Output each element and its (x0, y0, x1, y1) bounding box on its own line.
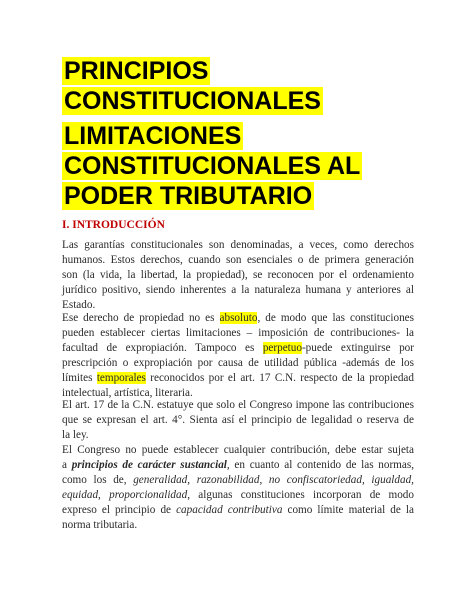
italic-text: generalidad, razonabilidad, no confiscatoriedad, igualdad, (133, 474, 414, 486)
text-run: expreso el principio de (62, 504, 177, 516)
text-run: -puede extinguirse por (301, 342, 414, 354)
text-line: son (la vida, la libertad, la propiedad), se reconocen por el ordenamiento (62, 269, 414, 281)
text-run: , en cuanto al contenido de las normas, (226, 459, 414, 471)
text-line: pueden establecer ciertas limitaciones – imposición de contribuciones- la (62, 327, 414, 339)
italic-text: capacidad contributiva (176, 504, 283, 516)
paragraph-1 (62, 238, 414, 313)
text-line: la ley. (62, 429, 89, 441)
text-line: Estado. (62, 299, 96, 311)
text-run: reconocidos por el art. 17 C.N. respecto de la propiedad (145, 372, 414, 384)
text-line (62, 503, 414, 518)
emphasis-text: principios de carácter sustancial (71, 459, 227, 471)
sub-heading (62, 121, 362, 211)
heading-line: PRINCIPIOS (64, 57, 209, 85)
heading-line: LIMITACIONES (64, 122, 242, 150)
text-line (62, 488, 414, 503)
text-line: norma tributaria. (62, 519, 138, 531)
highlighted-word: absoluto (219, 312, 258, 324)
main-heading (62, 56, 323, 116)
text-run: a (62, 459, 72, 471)
italic-text: equidad, proporcionalidad (62, 489, 188, 501)
text-line (62, 341, 414, 356)
text-line: que se expresan el art. 4°. Sienta así el principio de legalidad o reserva de (62, 414, 414, 426)
text-run: límites (62, 372, 97, 384)
heading-line: CONSTITUCIONALES AL (64, 152, 361, 180)
paragraph-3 (62, 398, 414, 443)
text-run: como los de, (62, 474, 134, 486)
text-line: prescripción o expropiación por causa de utilidad pública -además de los (62, 357, 414, 369)
text-run: como límite material de la (282, 504, 414, 516)
text-line: intelectual, artística, literaria. (62, 387, 193, 399)
text-line (62, 458, 414, 473)
text-run: , algunas constituciones incorporan de modo (187, 489, 414, 501)
text-line (62, 371, 414, 386)
text-run: , de modo que las constituciones (257, 312, 414, 324)
paragraph-4 (62, 443, 414, 533)
highlighted-word: temporales (96, 372, 146, 384)
text-line: Las garantías constitucionales son denominadas, a veces, como derechos (62, 239, 414, 251)
text-run: facultad de expropiación. Tampoco es (62, 342, 263, 354)
section-title: I. INTRODUCCIÓN (62, 219, 165, 231)
text-line: El art. 17 de la C.N. estatuye que solo el Congreso impone las contribuciones (62, 399, 414, 411)
text-line (62, 311, 414, 326)
text-run: Ese derecho de propiedad no es (62, 312, 220, 324)
paragraph-2 (62, 311, 414, 401)
text-line: humanos. Estos derechos, cuando son esenciales o de primera generación (62, 254, 414, 266)
highlighted-word: perpetuo (262, 342, 302, 354)
text-line: jurídico positivo, siendo inherentes a la naturaleza humana y anteriores al (62, 284, 414, 296)
heading-line: PODER TRIBUTARIO (64, 182, 313, 210)
text-line: El Congreso no puede establecer cualquier contribución, debe estar sujeta (62, 444, 414, 456)
heading-line: CONSTITUCIONALES (64, 87, 321, 115)
text-line (62, 473, 414, 488)
